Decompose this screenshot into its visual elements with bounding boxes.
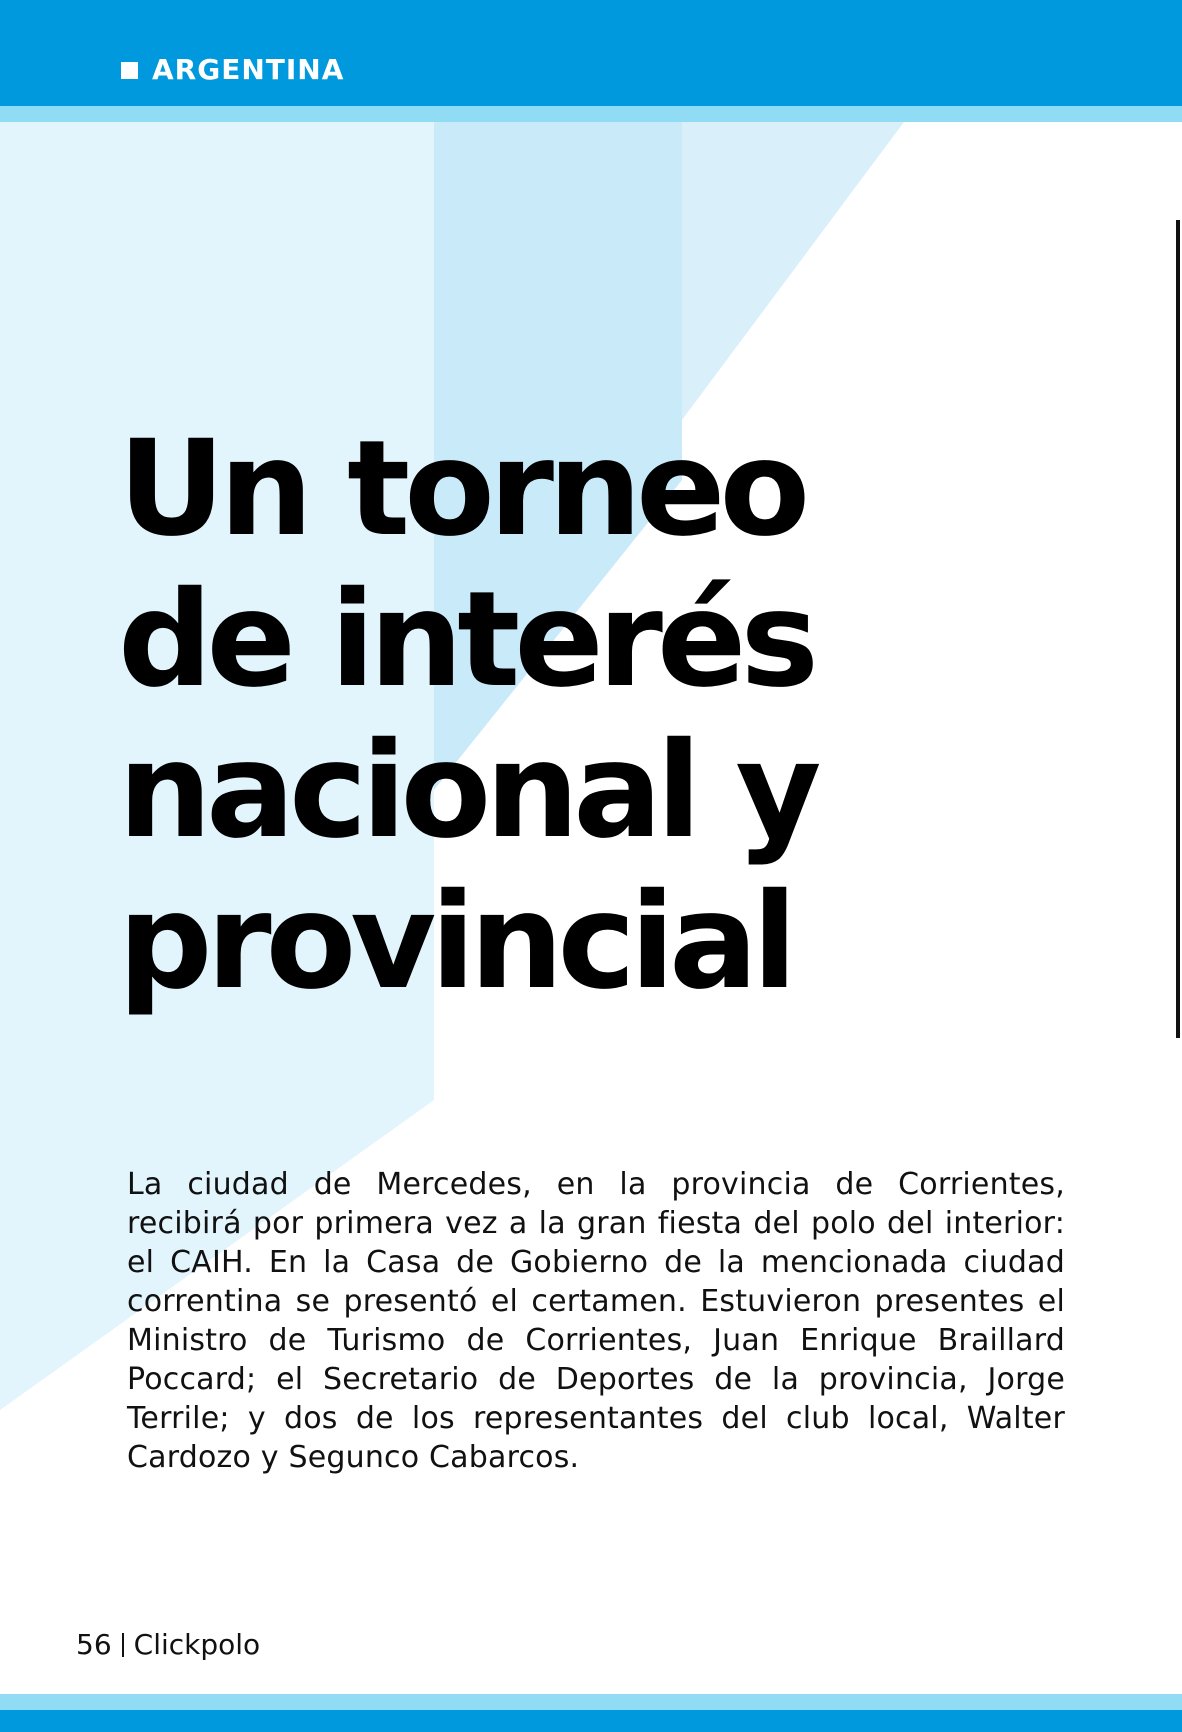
section-label [121, 49, 344, 91]
footer-accent-stripe [0, 1694, 1182, 1710]
headline-line: nacional y [118, 714, 816, 868]
footer-separator [122, 1633, 124, 1657]
section-label-text: ARGENTINA [152, 53, 345, 86]
header-accent-stripe [0, 106, 1182, 122]
headline-line: provincial [118, 865, 792, 1019]
background-panel-pale [682, 122, 904, 420]
headline-line: de interés [118, 563, 814, 717]
page-edge-rule [1176, 220, 1180, 1038]
headline-line: Un torneo [118, 412, 805, 566]
section-square-icon [121, 62, 138, 79]
article-body: La ciudad de Mercedes, en la provincia de Corrientes, recibirá por primera vez a la gran fiesta del polo del interior: el CAIH. En la Casa de Gobierno de la mencionada ciudad correntina se presentó el certamen. Estuvieron presentes el Ministro de Turismo de Corrientes, Juan Enrique Braillard Poccard; el Secretario de Deportes de la provincia, Jorge Terrile; y dos de los representantes del club local, Walter Cardozo y Segunco Cabarcos. [127, 1167, 1065, 1475]
article-headline [118, 414, 1098, 1018]
publication-name: Clickpolo [133, 1628, 261, 1661]
footer-bar [0, 1710, 1182, 1732]
page-footer [76, 1627, 260, 1663]
page-number: 56 [76, 1628, 112, 1661]
